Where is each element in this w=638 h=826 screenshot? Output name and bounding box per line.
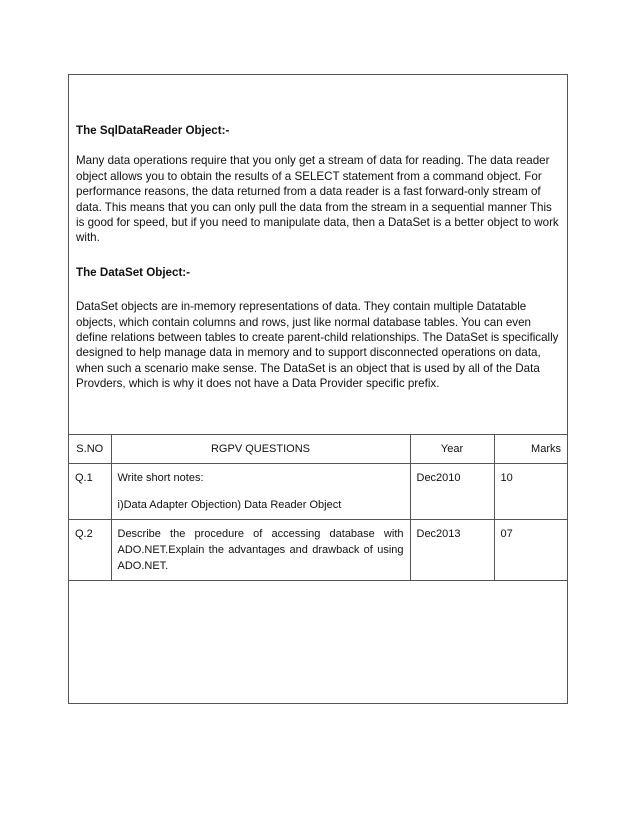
row-sno: Q.2 <box>69 520 111 581</box>
table-row <box>69 520 567 581</box>
sqldatareader-heading: The SqlDataReader Object:- <box>76 124 230 137</box>
row-marks: 10 <box>494 464 567 520</box>
header-year: Year <box>410 435 494 464</box>
page-frame <box>68 74 568 704</box>
dataset-paragraph: DataSet objects are in-memory representations of data. They contain multiple Datatable objects, which contain columns and rows, just like normal database tables. You can even define relations between tables to create parent-child relationships. The DataSet is specifically designed to help manage data in memory and to support disconnected operations on data, when such a scenario make sense. The DataSet is an object that is used by all of the Data Provders, which is why it does not have a Data Provider specific prefix. <box>76 300 559 391</box>
row-marks: 07 <box>494 520 567 581</box>
table-row <box>69 464 567 520</box>
header-marks: Marks <box>494 435 567 464</box>
row-question: Describe the procedure of accessing database with ADO.NET.Explain the advantages and drawback of using ADO.NET. <box>111 520 410 581</box>
dataset-heading: The DataSet Object:- <box>76 265 191 279</box>
sqldatareader-paragraph: Many data operations require that you only get a stream of data for reading. The data reader object allows you to obtain the results of a SELECT statement from a command object. For performance reasons, the data returned from a data reader is a fast forward-only stream of data. This means that you can only pull the data from the stream in a sequential manner This is good for speed, but if you need to manipulate data, then a DataSet is a better object to work with. <box>76 154 559 245</box>
row-year: Dec2010 <box>410 464 494 520</box>
header-questions: RGPV QUESTIONS <box>111 435 410 464</box>
row-year: Dec2013 <box>410 520 494 581</box>
rgpv-questions-table <box>69 434 567 581</box>
row-sno: Q.1 <box>69 464 111 520</box>
question-text: Write short notes: <box>117 472 204 484</box>
row-question <box>111 464 410 520</box>
header-sno: S.NO <box>69 435 111 464</box>
question-subtext: i)Data Adapter Objection) Data Reader Object <box>117 499 342 511</box>
table-header-row <box>69 435 567 464</box>
content-area <box>76 123 560 392</box>
